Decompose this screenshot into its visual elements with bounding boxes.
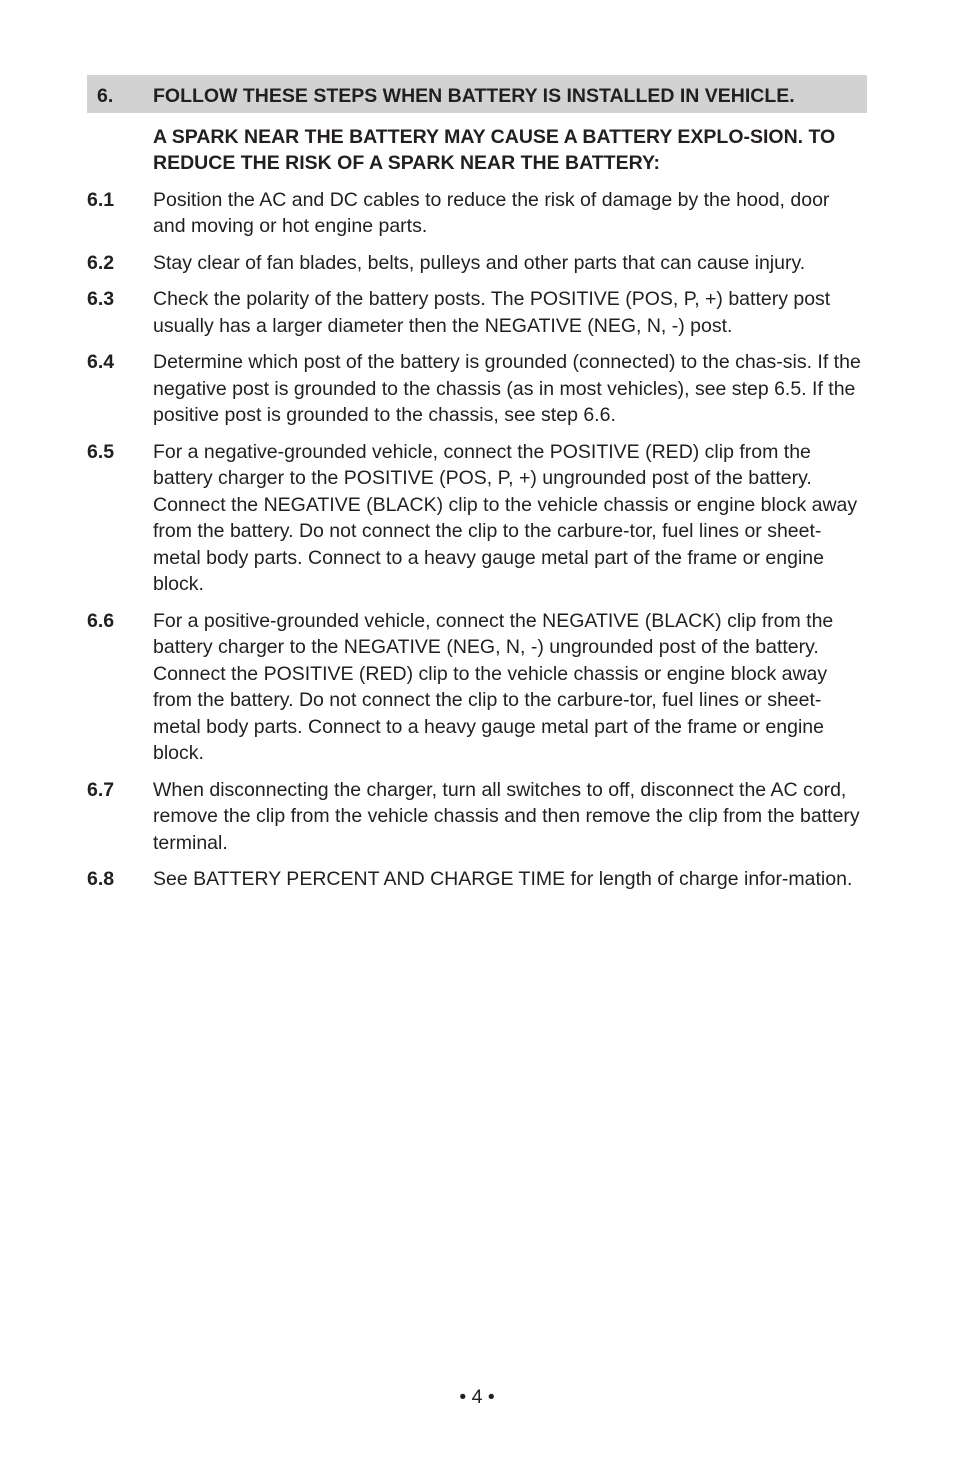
steps-list: [87, 187, 867, 893]
step-item: [87, 608, 867, 767]
step-number: 6.7: [87, 778, 115, 801]
step-item: [87, 250, 867, 277]
step-text: Stay clear of fan blades, belts, pulleys and other parts that can cause injury.: [153, 251, 806, 274]
document-page: [87, 75, 867, 903]
warning-text: A SPARK NEAR THE BATTERY MAY CAUSE A BATTERY EXPLO-SION. TO REDUCE THE RISK OF A SPARK NEAR THE BATTERY:: [153, 125, 836, 174]
step-item: [87, 286, 867, 339]
step-item: [87, 777, 867, 857]
section-header: [87, 75, 867, 113]
step-item: [87, 439, 867, 598]
step-text: See BATTERY PERCENT AND CHARGE TIME for length of charge infor-mation.: [153, 868, 853, 890]
step-text: Check the polarity of the battery posts. The POSITIVE (POS, P, +) battery post usually has a larger diameter then the NEGATIVE (NEG, N, -) post.: [153, 288, 831, 337]
step-number: 6.3: [87, 288, 115, 310]
page-number: • 4 •: [459, 1386, 495, 1408]
step-number: 6.4: [87, 351, 115, 373]
step-text: For a negative-grounded vehicle, connect the POSITIVE (RED) clip from the battery charger to the POSITIVE (POS, P, +) ungrounded post of the battery. Connect the NEGATIVE (BLACK) clip to the vehicle chassis or engine block away from the battery. Do not connect the clip to the carbure-tor, fuel lines or sheet-metal body parts. Connect to a heavy gauge metal part of the frame or engine block.: [153, 440, 858, 595]
step-number: 6.1: [87, 188, 115, 211]
step-item: [87, 866, 867, 893]
section-number: 6.: [97, 85, 114, 107]
step-item: [87, 187, 867, 240]
step-text: Determine which post of the battery is grounded (connected) to the chas-sis. If the negative post is grounded to the chassis (as in most vehicles), see step 6.5. If the positive post is grounded to the chassis, see step 6.6.: [153, 351, 861, 426]
step-text: For a positive-grounded vehicle, connect the NEGATIVE (BLACK) clip from the battery charger to the NEGATIVE (NEG, N, -) ungrounded post of the battery. Connect the POSITIVE (RED) clip to the vehicle chassis or engine block away from the battery. Do not connect the clip to the carbure-tor, fuel lines or sheet-metal body parts. Connect to a heavy gauge metal part of the frame or engine block.: [153, 609, 834, 764]
step-number: 6.8: [87, 868, 115, 890]
step-text: Position the AC and DC cables to reduce the risk of damage by the hood, door and moving or hot engine parts.: [153, 188, 830, 237]
section-title: FOLLOW THESE STEPS WHEN BATTERY IS INSTALLED IN VEHICLE.: [153, 85, 795, 107]
step-item: [87, 349, 867, 429]
step-number: 6.2: [87, 251, 115, 274]
step-number: 6.5: [87, 440, 115, 463]
step-text: When disconnecting the charger, turn all switches to off, disconnect the AC cord, remove the clip from the vehicle chassis and then remove the clip from the battery terminal.: [153, 778, 860, 854]
step-number: 6.6: [87, 609, 115, 632]
